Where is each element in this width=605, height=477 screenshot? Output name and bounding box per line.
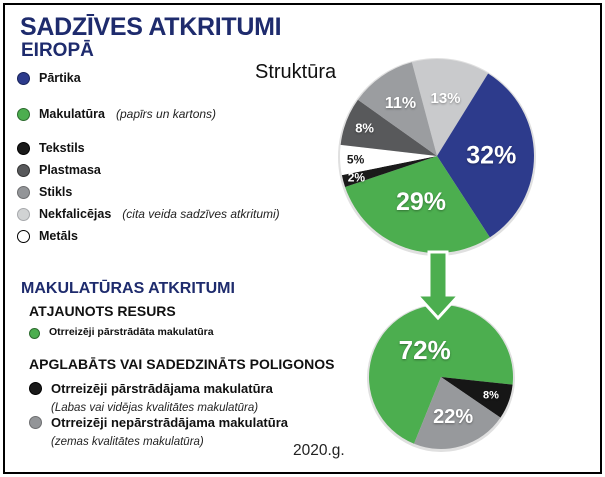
legend-item-makulatura [17,107,216,121]
legend-item-label: Stikls [39,185,73,199]
partika-dot-icon [17,72,30,85]
nekfalicejas-dot-icon [17,208,30,221]
pie-slice-label: 8% [355,120,374,136]
landfilled-title: APGLABĀTS VAI SADEDZINĀTS POLIGONOS [29,356,335,372]
recyclable-item [29,380,273,416]
pie-structure [338,58,536,256]
recyclable-item-note: (Labas vai vidējas kvalitātes makulatūra) [51,402,259,414]
legend-item-tekstils [17,141,85,155]
stikls-dot-icon [17,186,30,199]
legend-item-stikls [17,185,72,199]
nonrecyclable-item-note: (zemas kvalitātes makulatūra) [51,436,204,448]
legend-item-note: (cita veida sadzīves atkritumi) [122,207,280,221]
page-subtitle: EIROPĀ [21,40,94,61]
pie-slice-label: 29% [395,187,447,216]
nonrecyclable-dot-icon [29,416,42,429]
pie-slice-label: 13% [430,89,461,107]
pie-slice-label: 2% [347,170,366,185]
legend-item-nekfalicejas [17,207,280,221]
recycled-dot-icon [29,328,40,339]
nonrecyclable-item [29,414,288,450]
renewed-resource-title: ATJAUNOTS RESURS [29,303,176,319]
legend-item-label: Plastmasa [39,163,101,177]
legend-item-label: Makulatūra [39,107,105,121]
legend-item-plastmasa [17,163,101,177]
legend-item-partika [17,71,81,85]
makulatura-section-title: MAKULATŪRAS ATKRITUMI [21,280,235,297]
recyclable-dot-icon [29,382,42,395]
pie-makulatura [367,304,515,452]
makulatura-dot-icon [17,108,30,121]
metals-dot-icon [17,230,30,243]
nonrecyclable-item-label: Otrreizēji nepārstrādājama makulatūra [51,415,288,430]
pie-slice-label: 32% [466,141,517,170]
legend-item-label: Pārtika [39,71,81,85]
pie-slice-label: 22% [433,406,474,428]
legend-item-metals [17,229,78,243]
pie-slice-label: 8% [483,389,499,402]
recycled-item-label: Otrreizēji pārstrādāta makulatūra [49,326,214,338]
page-title: SADZĪVES ATKRITUMI [20,13,282,41]
tekstils-dot-icon [17,142,30,155]
legend-item-label: Nekfalicējas [39,207,112,221]
legend-item-label: Tekstils [39,141,85,155]
structure-chart-title: Struktūra [255,61,337,83]
pie-slice-label: 72% [398,334,451,365]
year-label: 2020.g. [293,442,345,459]
legend-item-label: Metāls [39,229,78,243]
legend-item-note: (papīrs un kartons) [116,107,217,121]
recycled-item [29,326,214,339]
recyclable-item-label: Otrreizēji pārstrādājama makulatūra [51,381,273,396]
plastmasa-dot-icon [17,164,30,177]
pie-slice-label: 5% [346,152,365,167]
pie-slice-label: 11% [384,94,417,112]
